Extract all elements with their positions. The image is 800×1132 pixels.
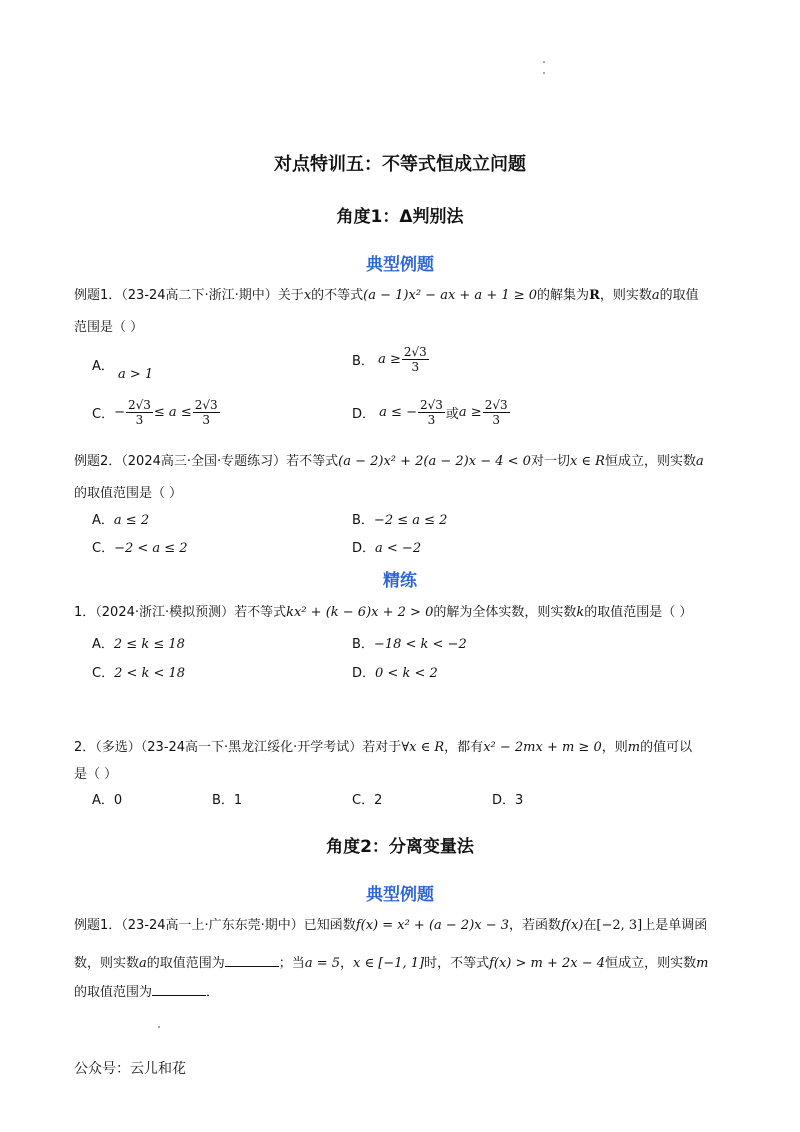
- ex3-line1: 例题1．（23-24高一上·广东东莞·期中）已知函数f(x) = x² + (a − 2)x − 3，若函数f(x)在[−2, 3]上是单调函: [74, 918, 708, 933]
- ex3-line3: 的取值范围为 ．: [74, 985, 220, 1000]
- fraction: $\frac{2√3}{3}$: [484, 398, 508, 427]
- p2-line2: 是（ ）: [74, 767, 118, 782]
- ex1-line2: 范围是（ ）: [74, 320, 144, 335]
- p1-option-d: D．0 < k < 2: [352, 666, 438, 681]
- ex1-option-b: B． a ≥ $\frac{2√3}{3}$: [352, 345, 427, 374]
- p1-option-a: A．2 ≤ k ≤ 18: [92, 637, 185, 652]
- ex1-option-d: D． a ≤ − $\frac{2√3}{3}$ 或 a ≥ $\frac{2√3}{3}$: [352, 398, 508, 427]
- ex1-line1: 例题1．（23-24高二下·浙江·期中）关于x的不等式(a − 1)x² − ax + a + 1 ≥ 0的解集为R，则实数a的取值: [74, 288, 699, 303]
- ex1-option-a-label: A．: [92, 359, 114, 374]
- ex2-option-d: D．a < −2: [352, 541, 422, 556]
- ex2-option-c: C．−2 < a ≤ 2: [92, 541, 188, 556]
- ex2-option-b: B．−2 ≤ a ≤ 2: [352, 513, 448, 528]
- typical-heading-2: 典型例题: [366, 885, 434, 905]
- ex1-option-c: C． − $\frac{2√3}{3}$ ≤ a ≤ $\frac{2√3}{3}$: [92, 398, 218, 427]
- decorative-dot: [543, 72, 545, 74]
- answer-blank: [225, 954, 279, 967]
- p2-option-d: D．3: [492, 793, 524, 808]
- fraction: $\frac{2√3}{3}$: [419, 398, 443, 427]
- footer-text: 公众号：云儿和花: [74, 1061, 186, 1077]
- ex2-option-a: A．a ≤ 2: [92, 513, 150, 528]
- p1-option-c: C．2 < k < 18: [92, 666, 186, 681]
- ex2-line2: 的取值范围是（ ）: [74, 486, 183, 501]
- fraction: $\frac{2√3}{3}$: [127, 398, 151, 427]
- ex2-line1: 例题2．（2024高三·全国·专题练习）若不等式(a − 2)x² + 2(a − 2)x − 4 < 0对一切x ∈ R恒成立，则实数a: [74, 454, 704, 469]
- angle2-heading: 角度2：分离变量法: [326, 837, 474, 857]
- p1-option-b: B．−18 < k < −2: [352, 637, 467, 652]
- decorative-dot: [543, 61, 545, 63]
- ex3-line2: 数，则实数a的取值范围为 ；当a = 5，x ∈ [−1, 1]时，不等式f(x) > m + 2x − 4恒成立，则实数m: [74, 956, 709, 971]
- page-title: 对点特训五：不等式恒成立问题: [274, 154, 526, 175]
- fraction: $\frac{2√3}{3}$: [194, 398, 218, 427]
- p2-line1: 2．（多选）（23-24高一下·黑龙江绥化·开学考试）若对于∀x ∈ R，都有x² − 2mx + m ≥ 0，则m的值可以: [74, 740, 693, 755]
- ex1-option-a-value: a > 1: [118, 367, 154, 382]
- answer-blank: [152, 983, 206, 996]
- p1-line1: 1．（2024·浙江·模拟预测）若不等式kx² + (k − 6)x + 2 > 0的解为全体实数，则实数k的取值范围是（ ）: [74, 605, 693, 620]
- fraction: $\frac{2√3}{3}$: [403, 345, 427, 374]
- p2-option-c: C．2: [352, 793, 383, 808]
- angle1-heading: 角度1：Δ判别法: [336, 207, 464, 227]
- p2-option-b: B．1: [212, 793, 243, 808]
- decorative-dot: [158, 1026, 160, 1028]
- p2-option-a: A．0: [92, 793, 123, 808]
- typical-heading-1: 典型例题: [366, 255, 434, 275]
- practice-heading: 精练: [383, 571, 417, 591]
